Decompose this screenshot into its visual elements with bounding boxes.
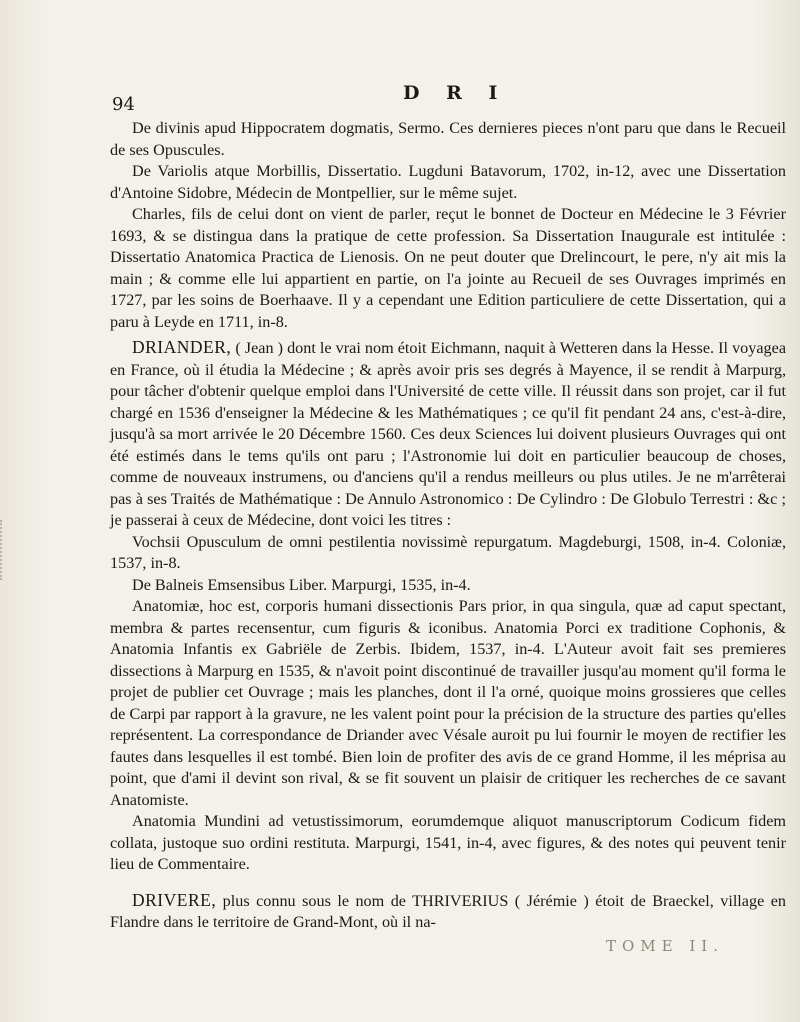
paragraph-5: Vochsii Opusculum de omni pestilentia novissimè repurgatum. Magdeburgi, 1508, in-4. Coloniæ, 1537, in-8. (110, 532, 786, 572)
page-header (108, 80, 788, 115)
entry-driander (110, 337, 786, 532)
signature-mark: TOME II. (606, 937, 724, 955)
page-body (110, 118, 786, 934)
paragraph-8: Anatomia Mundini ad vetustissimorum, eorumdemque aliquot manuscriptorum Codicum fidem collata, justoque suo ordini restituta. Marpurgi, 1541, in-4, avec figures, & des notes qui peuvent tenir lieu de Commentaire. (110, 812, 786, 873)
entry-drivere-text: plus connu sous le nom de THRIVERIUS ( Jérémie ) étoit de Braeckel, village en Flandre dans le territoire de Grand-Mont, où il na- (110, 891, 786, 931)
page-number: 94 (112, 94, 135, 115)
headword-drivere: DRIVERE, (132, 889, 217, 910)
binding-edge-mark (0, 520, 8, 580)
paragraph-7: Anatomiæ, hoc est, corporis humani dissectionis Pars prior, in qua singula, quæ ad caput spectant, membra & partes recensentur, cum figuris & iconibus. Anatomia Porci ex traditione Cophonis, & Anatomia Infantis ex Gabriële de Zerbis. Ibidem, 1537, in-4. L'Auteur avoit fait ses premieres dissections à Marpurg en 1535, & n'avoit point discontinué de travailler jusqu'au moment qu'il forma le projet de publier cet Ouvrage ; mais les planches, dont il l'a orné, quoique moins grossieres que celles de Carpi par rapport à la gravure, ne les valent point pour la précision de la structure des parties qu'elles représentent. La correspondance de Driander avec Vésale auroit pu lui fournir le moyen de rectifier les fautes dans lesquelles il est tombé. Bien loin de profiter des avis de ce grand Homme, il les méprisa au point, que d'ami il devint son rival, & se fit souvent un plaisir de critiquer les recherches de ce savant Anatomiste. (110, 597, 786, 809)
headword-driander: DRIANDER, (132, 337, 232, 357)
paragraph-3: Charles, fils de celui dont on vient de parler, reçut le bonnet de Docteur en Médecine le 3 Février 1693, & se distingua dans la pratique de cette profession. Sa Dissertation Inaugurale est intitulée : Dissertatio Anatomica Practica de Lienosis. On ne peut douter que Drelincourt, le pere, n'y ait mis la main ; & comme elle lui appartient en partie, on l'a jointe au Recueil de ses Ouvrages imprimés en 1727, par les soins de Boerhaave. Il y a cependant une Edition particuliere de cette Dissertation, qui a paru à Leyde en 1711, in-8. (110, 205, 786, 331)
entry-driander-text: ( Jean ) dont le vrai nom étoit Eichmann, naquit à Wetteren dans la Hesse. Il voyagea en France, où il étudia la Médecine ; & après avoir pris ses degrés à Mayence, il se rendit à Marpurg, pour tâcher d'obtenir quelque emploi dans l'Université de cette ville. Il réussit dans son projet, car il fut chargé en 1536 d'enseigner la Médecine & les Mathématiques ; ce qu'il fit pendant 24 ans, c'est-à-dire, jusqu'à sa mort arrivée le 20 Décembre 1560. Ces deux Sciences lui doivent plusieurs Ouvrages qui ont été estimés dans le tems qu'ils ont paru ; l'Astronomie lui doit en particulier beaucoup de choses, comme de nouveaux instrumens, ou d'anciens qu'il a rendus meilleurs ou plus utiles. Je ne m'arrêterai pas à ses Traités de Mathématique : De Annulo Astronomico : De Cylindro : De Globulo Terrestri : &c ; je passerai à ceux de Médecine, dont voici les titres : (110, 339, 786, 529)
paragraph-6: De Balneis Emsensibus Liber. Marpurgi, 1535, in-4. (132, 575, 471, 594)
page-footer (108, 925, 784, 965)
running-head: D R I (403, 82, 508, 104)
paragraph-1: De divinis apud Hippocratem dogmatis, Sermo. Ces dernieres pieces n'ont paru que dans le Recueil de ses Opuscules. (110, 119, 786, 159)
paragraph-2: De Variolis atque Morbillis, Dissertatio. Lugduni Batavorum, 1702, in-12, avec une Dissertation d'Antoine Sidobre, Médecin de Montpellier, sur le même sujet. (110, 162, 786, 202)
